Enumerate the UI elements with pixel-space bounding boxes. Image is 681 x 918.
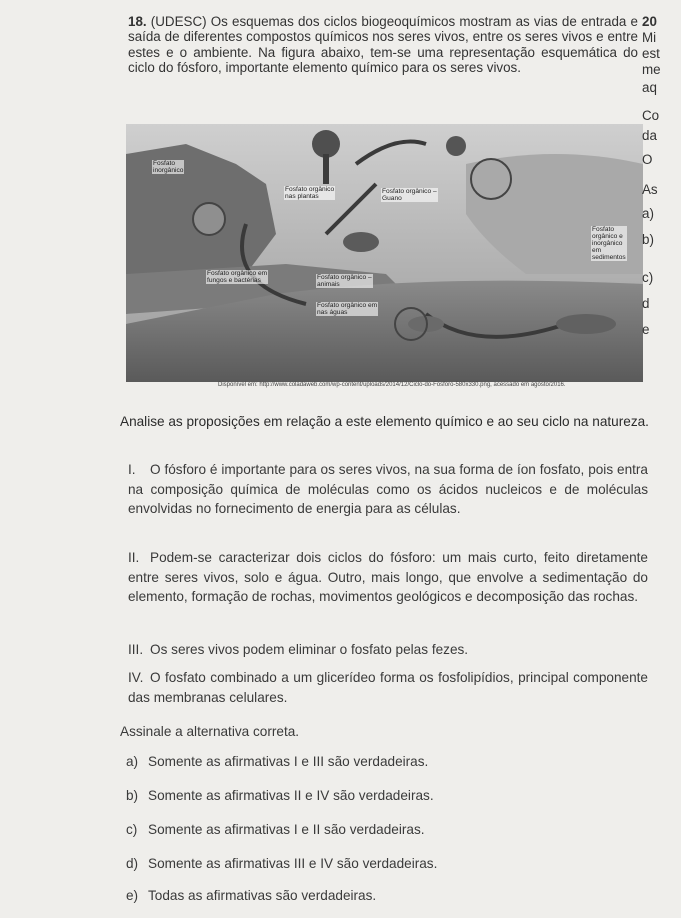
option-letter: e) [126, 888, 139, 903]
question-number: 18. [128, 14, 147, 29]
option-text: Somente as afirmativas I e II são verdadeiras. [148, 822, 425, 837]
proposition-label: III. [128, 642, 144, 657]
cut-text: d [642, 296, 650, 311]
proposition-2 [128, 548, 648, 607]
adjacent-column-cut [640, 0, 681, 918]
option-b[interactable] [126, 788, 434, 803]
phosphorus-cycle-figure [126, 124, 643, 382]
cycle-illustration [126, 124, 643, 382]
proposition-text: O fósforo é importante para os seres vivos, na sua forma de íon fosfato, pois entra na composição química de moléculas como os ácidos nucleicos e de moléculas envolvidas no fornecimento de energia para as células. [128, 462, 648, 517]
label-guano: Fosfato orgânico – Guano [382, 188, 437, 202]
tree-top [312, 130, 340, 158]
cut-text: a) [642, 206, 654, 221]
proposition-text: Podem-se caracterizar dois ciclos do fósforo: um mais curto, feito diretamente entre seres vivos, solo e água. Outro, mais longo, que envolve a sedimentação do elemento, formação de rochas, movimentos geológicos e decomposição das rochas. [128, 550, 648, 605]
label-plantas: Fosfato orgânico nas plantas [285, 186, 335, 200]
instruction: Assinale a alternativa correta. [120, 724, 300, 739]
proposition-1 [128, 460, 648, 519]
cut-text: 20 [642, 14, 657, 29]
cut-text: me [642, 62, 661, 77]
option-c[interactable] [126, 822, 425, 837]
label-aguas: Fosfato orgânico em nas águas [317, 302, 378, 316]
option-text: Todas as afirmativas são verdadeiras. [148, 888, 377, 903]
option-text: Somente as afirmativas II e IV são verdadeiras. [148, 788, 434, 803]
label-sedimentos: Fosfato orgânico e inorgânico em sedimentos [592, 226, 626, 261]
cut-text: est [642, 46, 660, 61]
option-text: Somente as afirmativas I e III são verdadeiras. [148, 754, 429, 769]
figure-source: Disponível em: http://www.coladaweb.com/wp-content/uploads/2014/12/Ciclo-do-Fosforo-580x330.png, acessado em agosto/2016. [218, 382, 566, 388]
proposition-label: IV. [128, 670, 144, 685]
cut-text: Co [642, 108, 660, 123]
mushroom-circle [193, 203, 225, 235]
cut-text: c) [642, 270, 654, 285]
label-rochas: Fosfato inorgânico [153, 160, 184, 174]
cut-text: O [642, 152, 653, 167]
option-a[interactable] [126, 754, 428, 769]
option-letter: a) [126, 754, 139, 769]
cut-text: aq [642, 80, 657, 95]
option-e[interactable] [126, 888, 376, 903]
label-fungos: Fosfato orgânico em fungos e bactérias [207, 270, 268, 284]
fish [556, 314, 616, 334]
cut-text: As [642, 182, 658, 197]
label-animais: Fosfato orgânico – animais [317, 274, 372, 288]
question-header [128, 14, 638, 76]
cut-text: b) [642, 232, 654, 247]
tree-top [446, 136, 466, 156]
proposition-text: Os seres vivos podem eliminar o fosfato pelas fezes. [150, 642, 469, 657]
proposition-4 [128, 668, 648, 707]
option-letter: d) [126, 856, 139, 871]
animal [343, 232, 379, 252]
proposition-text: O fosfato combinado a um glicerídeo forma os fosfolipídios, principal componente das membranas celulares. [128, 670, 648, 705]
option-letter: b) [126, 788, 139, 803]
tree-trunk [323, 154, 329, 184]
option-d[interactable] [126, 856, 437, 871]
cut-text: e [642, 322, 650, 337]
question-text: (UDESC) Os esquemas dos ciclos biogeoquímicos mostram as vias de entrada e saída de diferentes compostos químicos nos seres vivos, entre os seres vivos e entre estes e o ambiente. Na figura abaixo, tem-se uma representação esquemática do ciclo do fósforo, importante elemento químico para os seres vivos. [128, 14, 638, 76]
option-text: Somente as afirmativas III e IV são verdadeiras. [148, 856, 438, 871]
cut-text: da [642, 128, 657, 143]
proposition-label: I. [128, 462, 136, 477]
intro-text: Analise as proposições em relação a este elemento químico e ao seu ciclo na natureza. [120, 414, 649, 429]
option-letter: c) [126, 822, 138, 837]
proposition-label: II. [128, 550, 140, 565]
cut-text: Mi [642, 30, 657, 45]
proposition-3 [128, 640, 648, 660]
